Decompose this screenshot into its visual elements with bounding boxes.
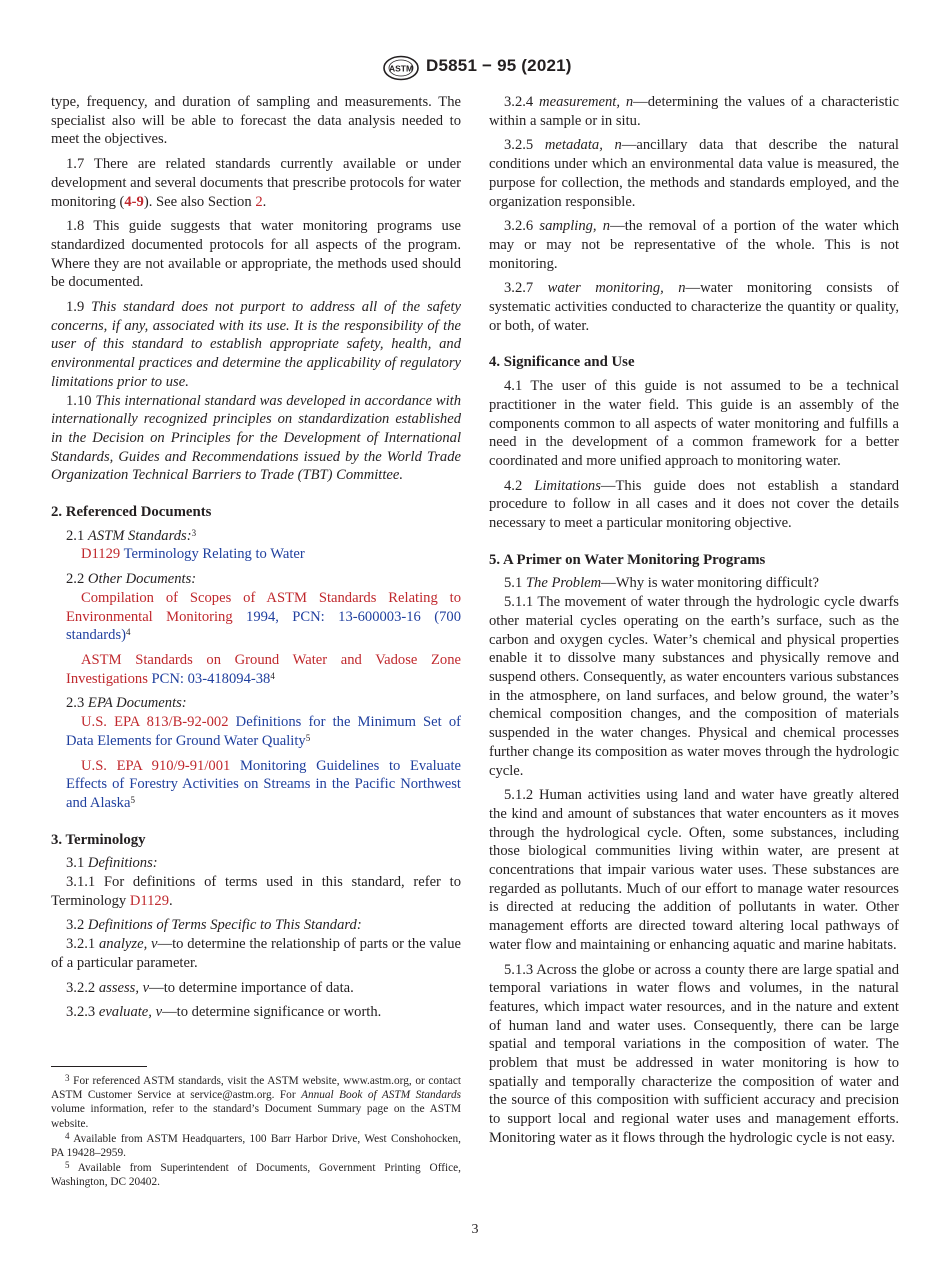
reference-compilation: Compilation of Scopes of ASTM Standards Relating to Environmental Monitoring 1994, PCN: 13-600003-16 (700 standards)$^4$ (66, 589, 461, 644)
footnote-4: $^4$ Available from ASTM Headquarters, 100 Barr Harbor Drive, West Conshohocken, PA 19428–2959. (51, 1130, 462, 1160)
reference-ground-water: ASTM Standards on Ground Water and Vadose Zone Investigations PCN: $03-418094-38^4$ (66, 651, 461, 687)
paragraph-2-1: 2.1 ASTM Standards:$^3$ (66, 527, 197, 544)
paragraph-2-2: 2.2 Other Documents: (66, 571, 197, 588)
reference-d1129 (51, 545, 461, 564)
paragraph-3-2-6: 3.2.6 sampling, n—the removal of a portion of the water which may or may not be representative of the whole. This is not monitoring. (489, 218, 899, 272)
paragraph-5-1: 5.1 The Problem—Why is water monitoring difficult? (504, 575, 819, 592)
paragraph-1-10: 1.10 This international standard was developed in accordance with internationally recognized principles on standardization established in the Decision on Principles for the Development of International Standards, Guides and Recommendations issued by the World Trade Organization Technical Barriers to Trade (TBT) Committee. (51, 392, 461, 484)
paragraph-continued: type, frequency, and duration of sampling and measurements. The specialist also will be able to forecast the data analysis needed to meet the objectives. (51, 94, 461, 148)
d1129-inline-link[interactable]: D1129 (129, 892, 170, 909)
d1129-title-link[interactable]: Terminology Relating to Water (123, 546, 305, 563)
d1129-link[interactable]: D1129 (81, 546, 121, 563)
paragraph-3-2-2: 3.2.2 assess, v—to determine importance of data. (66, 979, 354, 996)
left-column (51, 93, 461, 1028)
page-header (0, 52, 950, 84)
footnote-5: $^5$ Available from Superintendent of Documents, Government Printing Office, Washington, DC 20402. (51, 1160, 462, 1189)
ground-water-pcn-link[interactable]: PCN: 03-418094-38 (151, 670, 271, 687)
paragraph-2-3: 2.3 EPA Documents: (66, 695, 187, 712)
section-heading-4: 4. Significance and Use (489, 354, 635, 371)
astm-logo-icon (381, 55, 421, 81)
section-heading-5: 5. A Primer on Water Monitoring Programs (489, 551, 766, 568)
footnote-divider (51, 1066, 147, 1067)
compilation-link[interactable]: Compilation of Scopes of ASTM Standards Relating to Environmental Monitoring (66, 589, 461, 625)
epa-813-link[interactable]: U.S. EPA 813/B-92-002 (81, 714, 229, 731)
paragraph-5-1-1: 5.1.1 The movement of water through the hydrologic cycle dwarfs other material cycles operating on the earth’s surface, such as the carbon and oxygen cycles. Water’s chemical and physical properties enable it to dissolve many substances and physically remove and suspend others. Consequently, as water encounters various substances in the atmosphere, on land surfaces, and below ground, the water’s chemical composition changes, and the composition of materials suspended in the water changes. Physical and chemical processes further change its composition as water moves through the hydrologic cycle. (489, 594, 899, 779)
epa-813-title-link[interactable]: Definitions for the Minimum Set of Data Elements for Ground Water Quality (66, 714, 461, 749)
footnotes (51, 1074, 461, 1191)
reference-epa-813: U.S. EPA 813/B-92-002 Definitions for the Minimum Set of Data Elements for Ground Water Quality$^5$ (66, 714, 461, 749)
paragraph-3-2-4: 3.2.4 measurement, n—determining the values of a characteristic within a sample or in situ. (489, 94, 899, 129)
epa-910-link[interactable]: U.S. EPA 910/9-91/001 (81, 757, 231, 774)
standard-designation: D5851 − 95 (2021) (426, 56, 572, 75)
footnote-3: $^3$ For referenced ASTM standards, visit the ASTM website, www.astm.org, or contact ASTM Customer Service at service@astm.org. For Annual Book of ASTM Standards volume information, refer to the standard’s Document Summary page on the ASTM website. (51, 1073, 461, 1130)
compilation-pcn-link[interactable]: 1994, PCN: 13-600003-16 (700 standards) (66, 608, 461, 644)
paragraph-1-7: 1.7 There are related standards currently available or under development and several documents that prescribe protocols for water monitoring (4-9). See also Section 2. (51, 156, 461, 210)
paragraph-4-2: 4.2 Limitations—This guide does not establish a standard procedure to follow in all cases and it does not cover the details necessary to meet a particular monitoring objective. (489, 477, 899, 532)
paragraph-3-2-5: 3.2.5 metadata, n—ancillary data that describe the natural conditions under which an environmental data value is measured, the purpose for collection, the methods and standards employed, and the organization responsible. (489, 137, 899, 210)
ground-water-link[interactable]: ASTM Standards on Ground Water and Vadose Zone Investigations (66, 651, 461, 687)
epa-910-title-link[interactable]: Monitoring Guidelines to Evaluate Effects of Forestry Activities on Streams in the Pacific Northwest and Alaska (66, 757, 461, 811)
paragraph-3-2-7: 3.2.7 water monitoring, n—water monitoring consists of systematic activities conducted to characterize the quantity or quality, or both, of water. (489, 280, 899, 334)
section-link[interactable]: 2 (255, 193, 263, 210)
paragraph-3-2-3: 3.2.3 evaluate, v—to determine significance or worth. (66, 1004, 382, 1021)
logo-text: ASTM (388, 63, 414, 74)
paragraph-1-9: 1.9 This standard does not purport to address all of the safety concerns, if any, associated with its use. It is the responsibility of the user of this standard to establish appropriate safety, health, and environmental practices and determine the applicability of regulatory limitations prior to use. (51, 299, 461, 390)
paragraph-3-2-1: 3.2.1 analyze, v—to determine the relationship of parts or the value of a particular parameter. (51, 936, 461, 971)
right-column (489, 93, 899, 1154)
paragraph-4-1: 4.1 The user of this guide is not assumed to be a technical practitioner in the water field. This guide is an assembly of the components common to all aspects of water monitoring and fulfills a need in the development of a common framework for a better coordinated and more unified approach to monitoring water. (489, 378, 899, 469)
section-heading-3: 3. Terminology (51, 831, 146, 848)
paragraph-5-1-3: 5.1.3 Across the globe or across a county there are large spatial and temporal variations in water flows and volumes, in the natural features, which impact water resources, and in the nature and extent of human land and water uses. Consequently, there can be large spatial and temporal variations in the composition of water. The problem that must be addressed in water monitoring is how to spatially and temporally characterize the composition of water and the source of this composition with sufficient accuracy and precision to support local and regional water uses and management efforts. Monitoring water as it flows through the hydrologic cycle is not easy. (489, 961, 899, 1146)
paragraph-3-2: 3.2 Definitions of Terms Specific to This Standard: (66, 917, 362, 934)
paragraph-5-1-2: 5.1.2 Human activities using land and water have greatly altered the kind and amount of substances that water encounters as it moves through the hydrological cycle. Often, some substances, including those biological communities living within water, are present at concentrations that impair various water uses. These substances are regarded as pollutants. Much of our effort to manage water resources is directed at reducing the addition of pollutants in water. Other management efforts are directed toward altering local pathways of water flow and maintaining or enhancing aquatic and marine habitats. (489, 787, 899, 953)
page-number: 3 (471, 1222, 479, 1237)
paragraph-1-8: 1.8 This guide suggests that water monitoring programs use standardized documented protocols for all aspects of the program. Where they are not available or appropriate, the methods used should be documented. (51, 218, 461, 291)
paragraph-3-1: 3.1 Definitions: (66, 855, 158, 872)
reference-epa-910: U.S. EPA 910/9-91/001 Monitoring Guidelines to Evaluate Effects of Forestry Activities on Streams in the Pacific Northwest and Alaska$^5$ (66, 757, 461, 811)
reference-link[interactable]: 4-9 (124, 193, 144, 210)
paragraph-3-1-1: 3.1.1 For definitions of terms used in this standard, refer to Terminology D1129. (51, 874, 461, 909)
section-heading-2: 2. Referenced Documents (51, 504, 212, 521)
